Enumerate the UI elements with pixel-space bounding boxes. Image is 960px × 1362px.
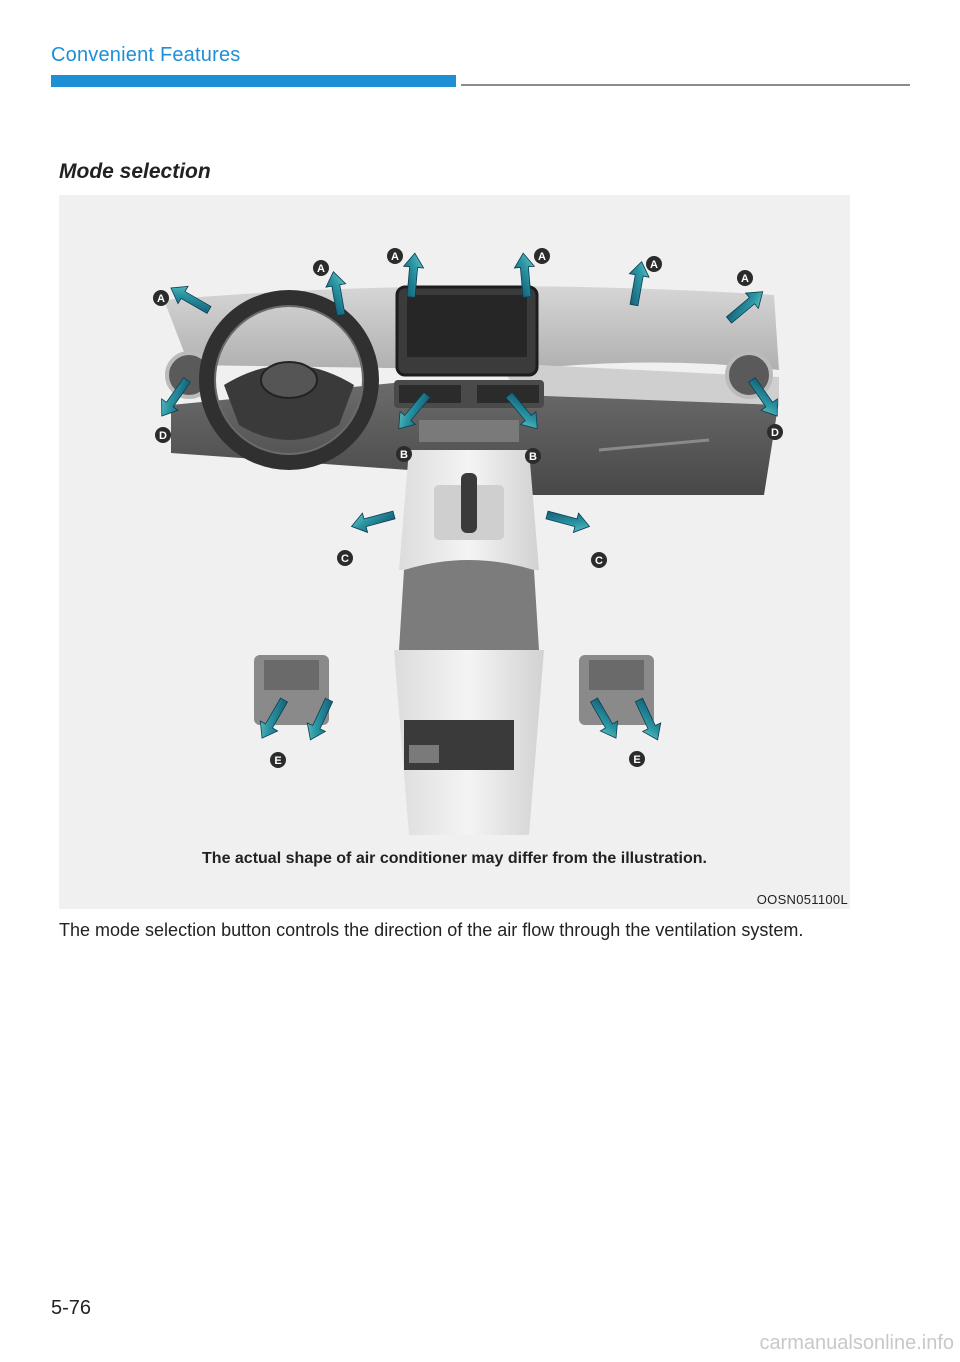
marker-a [646,256,662,272]
marker-c [591,552,607,568]
marker-a [313,260,329,276]
marker-a [153,290,169,306]
marker-b [396,446,412,462]
marker-e [629,751,645,767]
svg-text:A: A [391,251,399,263]
header-rule-accent [51,75,456,87]
marker-d [767,424,783,440]
svg-text:B: B [400,449,408,461]
svg-text:C: C [595,555,603,567]
marker-a [534,248,550,264]
svg-text:E: E [274,755,282,767]
svg-text:A: A [317,263,325,275]
marker-e [270,752,286,768]
svg-text:A: A [650,259,658,271]
page-heading: Mode selection [59,160,211,183]
watermark: carmanualsonline.info [759,1332,954,1354]
svg-text:A: A [741,273,749,285]
svg-text:C: C [341,553,349,565]
page-number: 5-76 [51,1297,92,1319]
svg-text:E: E [633,754,641,766]
header-rule [461,84,910,86]
svg-text:D: D [771,427,779,439]
marker-c [337,550,353,566]
svg-text:B: B [529,451,537,463]
marker-d [155,427,171,443]
marker-b [525,448,541,464]
svg-text:A: A [538,251,546,263]
armrest [399,560,539,650]
svg-text:D: D [159,430,167,442]
dashboard-figure [59,195,850,909]
marker-a [387,248,403,264]
svg-text:A: A [157,293,165,305]
figure-caption: The actual shape of air conditioner may differ from the illustration. [202,850,707,867]
section-title: Convenient Features [51,44,241,66]
figure-code: OOSN051100L [756,892,848,907]
marker-a [737,270,753,286]
dashboard-illustration [59,195,850,909]
body-paragraph: The mode selection button controls the direction of the air flow through the ventilation system. [59,920,804,940]
